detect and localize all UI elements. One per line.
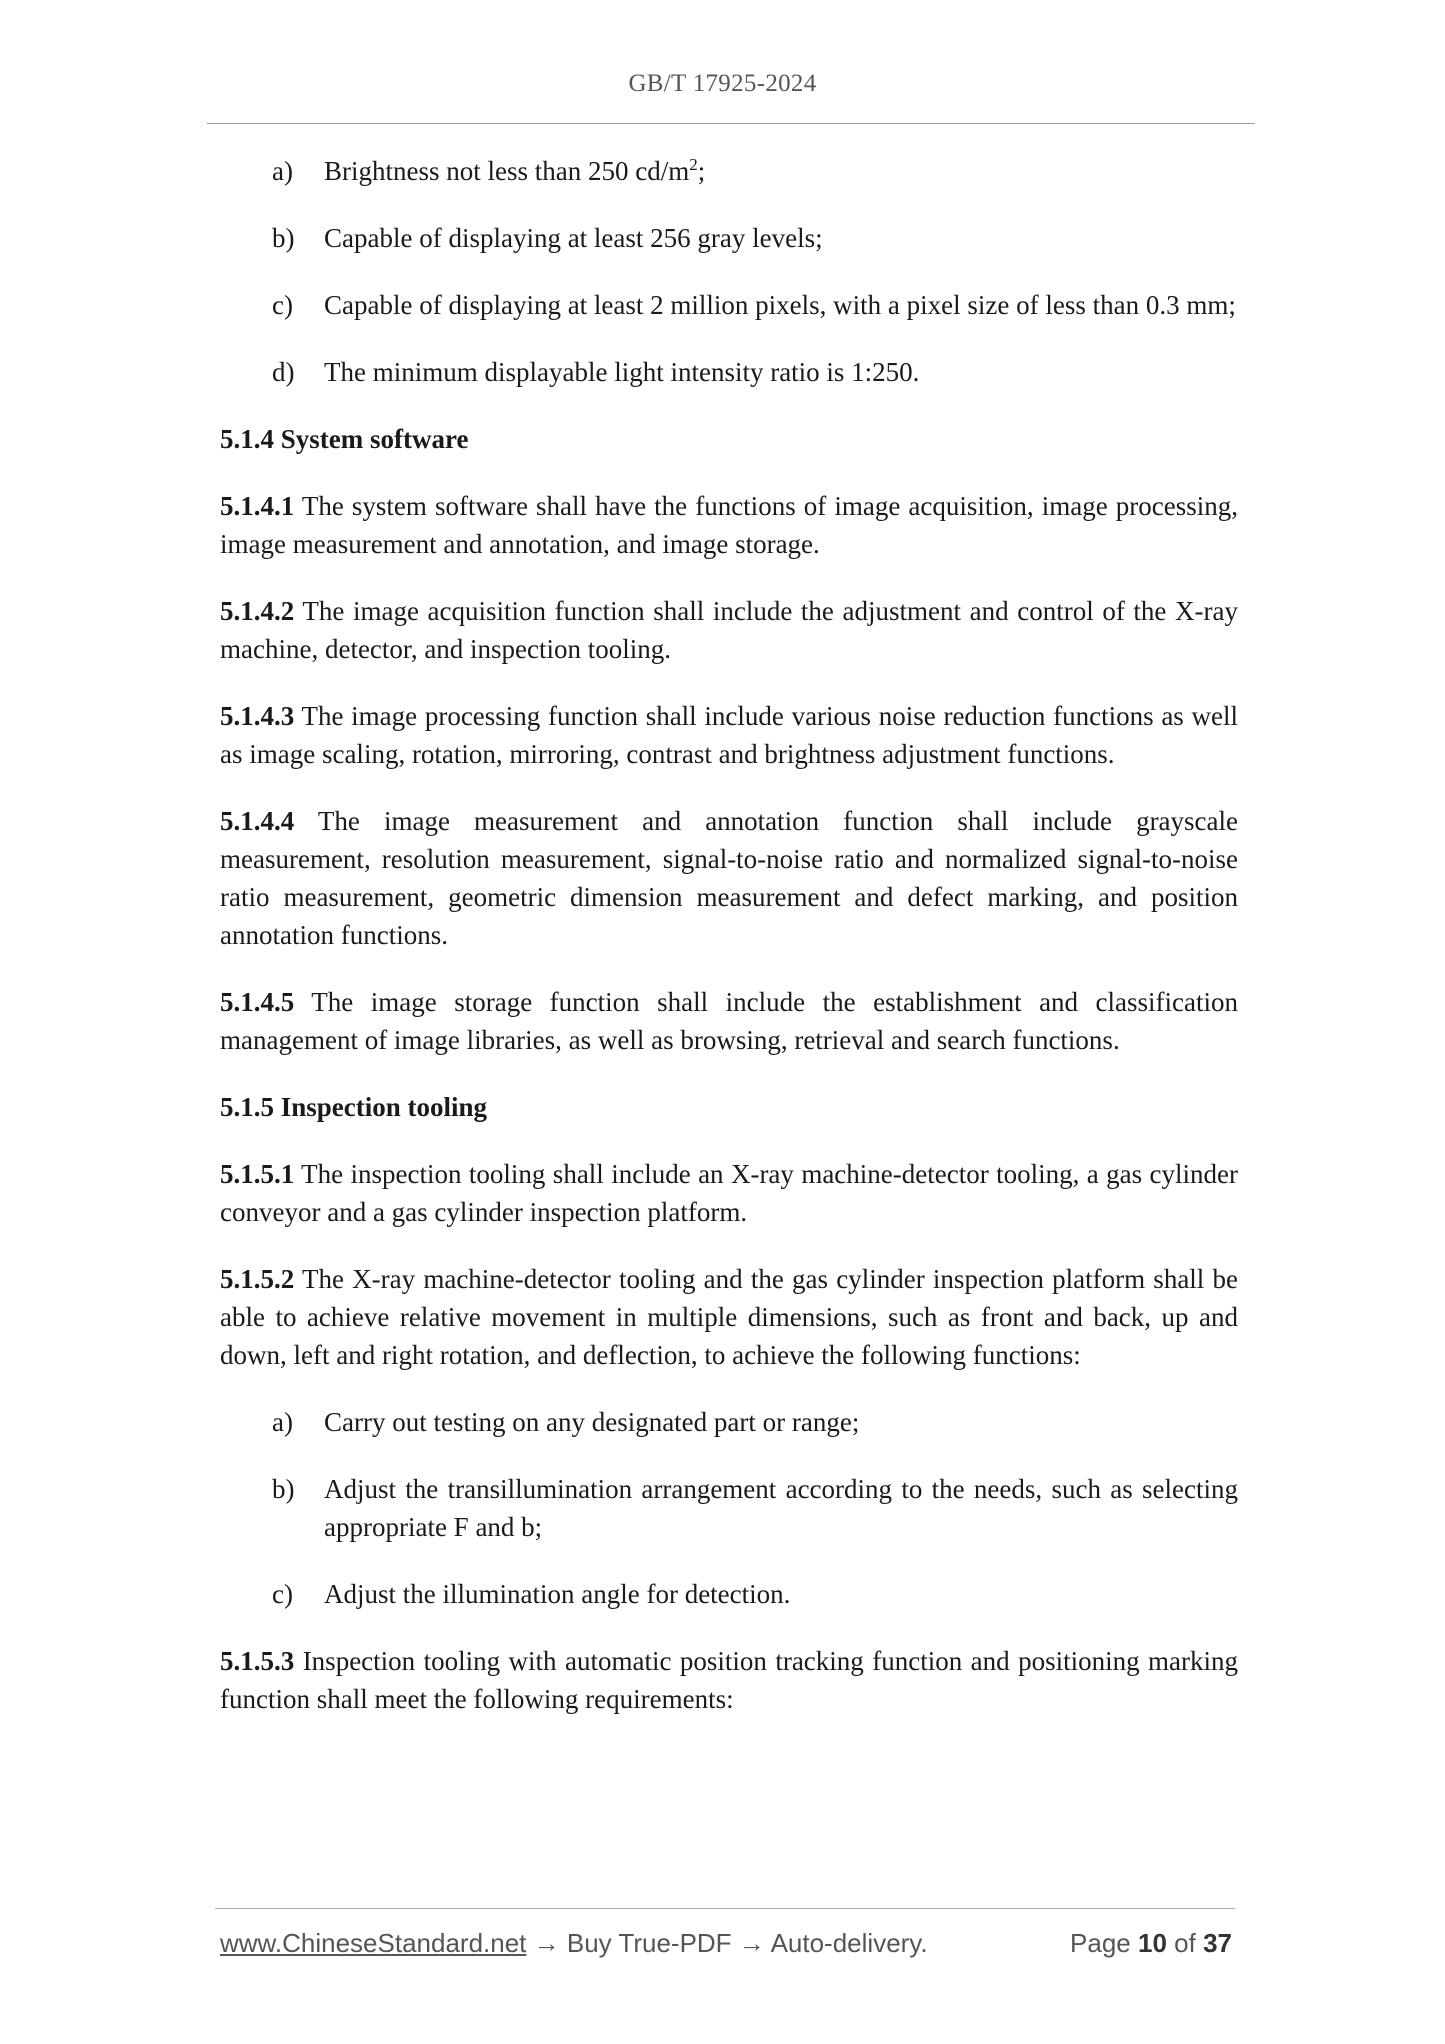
- header-divider: [207, 123, 1255, 124]
- list-label: a): [272, 156, 293, 186]
- list-text: The minimum displayable light intensity ratio is 1:250.: [324, 357, 920, 387]
- clause-number: 5.1.4.1: [220, 491, 295, 521]
- paragraph-text: The image storage function shall include the establishment and classification management of image libraries, as well as browsing, retrieval and search functions.: [220, 987, 1238, 1055]
- page-indicator: [1070, 1928, 1232, 1959]
- footer-divider: [215, 1908, 1235, 1909]
- document-header: GB/T 17925-2024: [628, 70, 817, 97]
- list-text: Capable of displaying at least 256 gray levels;: [324, 223, 823, 253]
- paragraph-text: The image processing function shall include various noise reduction functions as well as image scaling, rotation, mirroring, contrast and brightness adjustment functions.: [220, 701, 1238, 769]
- page-word: Page: [1070, 1928, 1131, 1958]
- list-text-tail: ;: [697, 156, 706, 186]
- section-heading: 5.1.4 System software: [220, 424, 469, 454]
- list-label: a): [272, 1407, 293, 1437]
- paragraph-text: The system software shall have the functions of image acquisition, image processing, image measurement and annotation, and image storage.: [220, 491, 1238, 559]
- list-item: [220, 152, 1238, 190]
- list-text: Adjust the illumination angle for detection.: [324, 1579, 791, 1609]
- list-label: b): [272, 223, 295, 253]
- list-text: Adjust the transillumination arrangement according to the needs, such as selecting appropriate F and b;: [324, 1474, 1238, 1542]
- list-item: [220, 219, 1238, 257]
- clause-number: 5.1.5.3: [220, 1646, 295, 1676]
- clause-number: 5.1.4.4: [220, 806, 295, 836]
- paragraph-text: The X-ray machine-detector tooling and the gas cylinder inspection platform shall be able to achieve relative movement in multiple dimensions, such as front and back, up and down, left and right rotation, and deflection, to achieve the following functions:: [220, 1264, 1238, 1370]
- clause-number: 5.1.5.1: [220, 1159, 295, 1189]
- page-footer: [220, 1928, 1232, 1959]
- list-label: d): [272, 357, 295, 387]
- paragraph: [220, 802, 1238, 954]
- paragraph-text: Inspection tooling with automatic position tracking function and positioning marking function shall meet the following requirements:: [220, 1646, 1238, 1714]
- clause-number: 5.1.4.3: [220, 701, 295, 731]
- paragraph: [220, 1260, 1238, 1374]
- list-text: Capable of displaying at least 2 million pixels, with a pixel size of less than 0.3 mm;: [324, 290, 1236, 320]
- list-text: Brightness not less than 250 cd/m: [324, 156, 690, 186]
- section-heading: 5.1.5 Inspection tooling: [220, 1092, 488, 1122]
- page-total: 37: [1203, 1928, 1232, 1958]
- clause-number: 5.1.4.2: [220, 596, 295, 626]
- paragraph-text: The image acquisition function shall include the adjustment and control of the X-ray machine, detector, and inspection tooling.: [220, 596, 1238, 664]
- page-number: 10: [1138, 1928, 1167, 1958]
- list-label: b): [272, 1474, 295, 1504]
- of-word: of: [1174, 1928, 1196, 1958]
- list-item: [220, 1403, 1238, 1441]
- page-content: [220, 152, 1238, 1747]
- list-item: [220, 286, 1238, 324]
- footer-promo: → Buy True-PDF → Auto-delivery.: [526, 1928, 928, 1958]
- paragraph: [220, 983, 1238, 1059]
- paragraph: [220, 1155, 1238, 1231]
- paragraph: [220, 592, 1238, 668]
- list-item: [220, 353, 1238, 391]
- clause-number: 5.1.5.2: [220, 1264, 295, 1294]
- list-text: Carry out testing on any designated part or range;: [324, 1407, 860, 1437]
- paragraph: [220, 1642, 1238, 1718]
- list-label: c): [272, 1579, 293, 1609]
- superscript: 2: [689, 155, 698, 174]
- paragraph-text: The image measurement and annotation function shall include grayscale measurement, resolution measurement, signal-to-noise ratio and normalized signal-to-noise ratio measurement, geometric dimension measurement and defect marking, and position annotation functions.: [220, 806, 1238, 950]
- paragraph: [220, 697, 1238, 773]
- clause-number: 5.1.4.5: [220, 987, 295, 1017]
- paragraph: [220, 487, 1238, 563]
- list-label: c): [272, 290, 293, 320]
- paragraph-text: The inspection tooling shall include an X-ray machine-detector tooling, a gas cylinder conveyor and a gas cylinder inspection platform.: [220, 1159, 1238, 1227]
- list-item: [220, 1575, 1238, 1613]
- site-link[interactable]: www.ChineseStandard.net: [220, 1928, 527, 1958]
- list-item: [220, 1470, 1238, 1546]
